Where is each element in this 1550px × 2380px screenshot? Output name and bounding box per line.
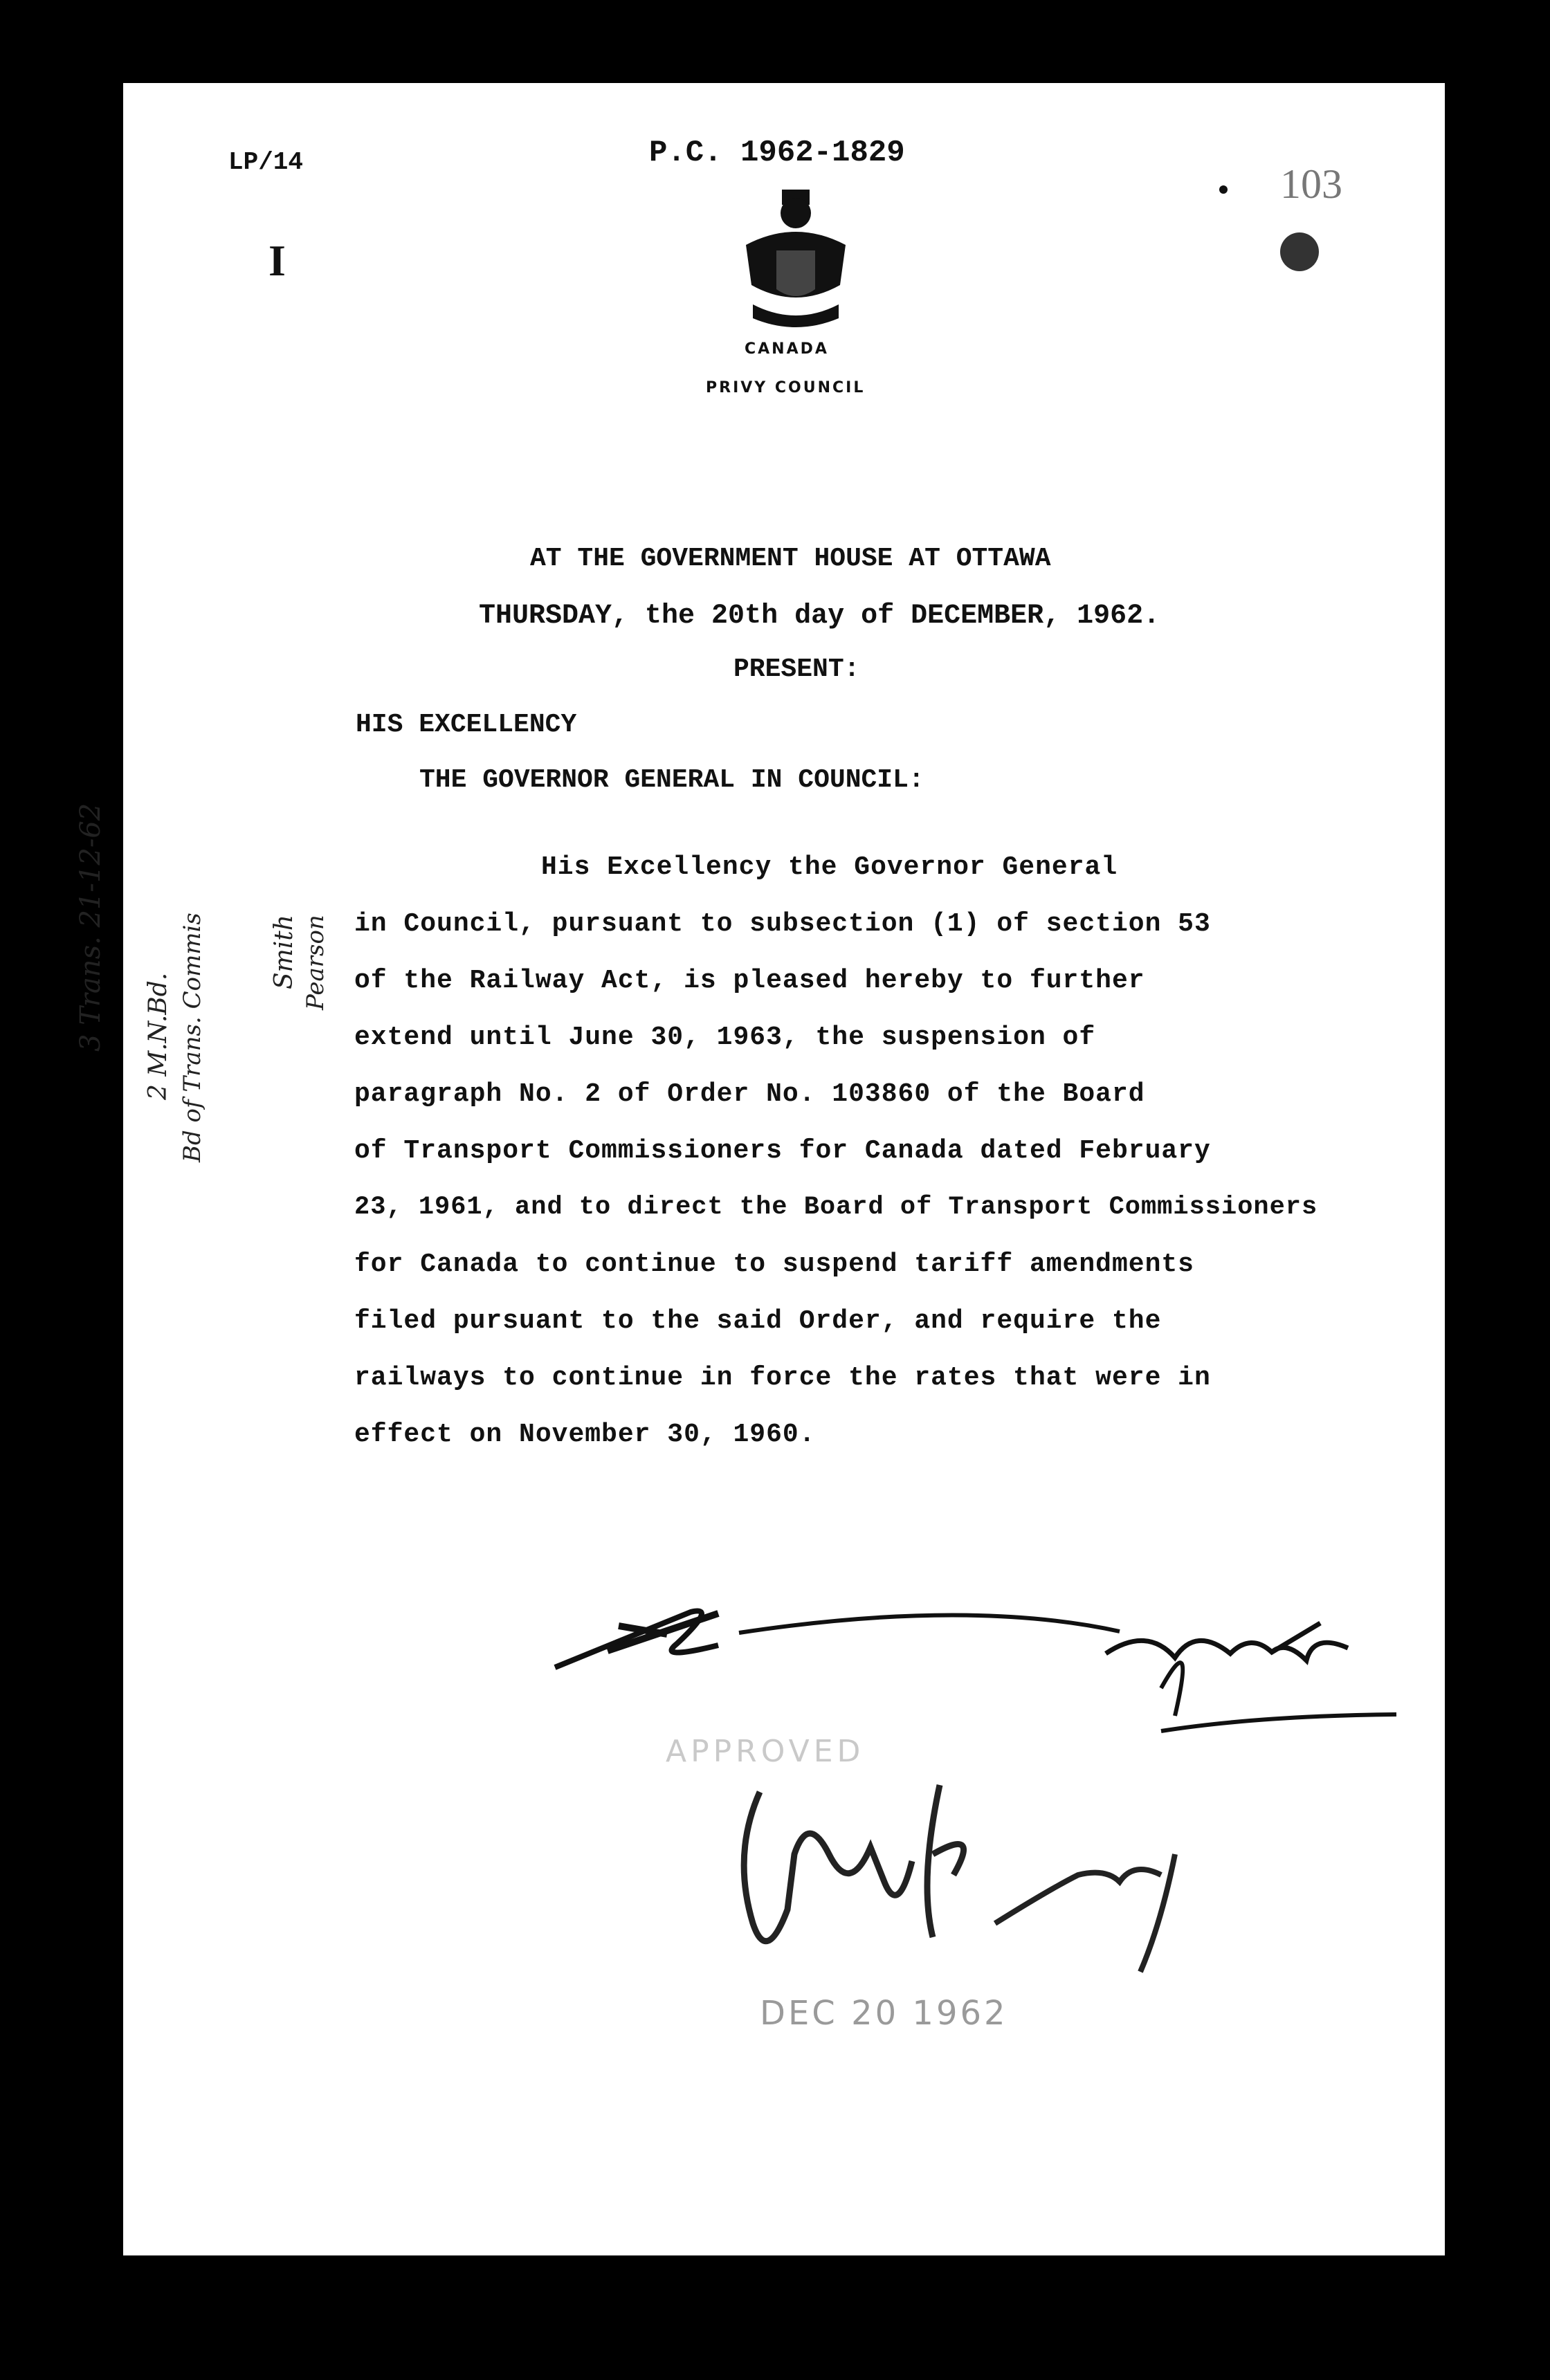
- ink-dot: [1219, 185, 1228, 194]
- document-page: [75, 83, 1445, 2255]
- margin-note: Smith: [270, 915, 298, 989]
- body-line: of Transport Commissioners for Canada dated February: [354, 1136, 1211, 1166]
- margin-note: 3 Trans. 21-12-62: [75, 803, 107, 1052]
- present-heading: PRESENT:: [733, 654, 860, 684]
- page-stamp-number: 103: [1280, 161, 1342, 207]
- coat-of-arms-icon: [736, 188, 855, 336]
- margin-note: Bd of Trans. Commis: [179, 913, 206, 1162]
- file-reference: LP/14: [228, 148, 304, 176]
- body-line: for Canada to continue to suspend tariff amendments: [354, 1250, 1194, 1279]
- signature-clerk: [552, 1488, 1466, 1750]
- body-line: railways to continue in force the rates that were in: [354, 1363, 1211, 1393]
- body-line: 23, 1961, and to direct the Board of Transport Commissioners: [354, 1193, 1318, 1222]
- country-label: CANADA: [745, 340, 829, 358]
- body-line: in Council, pursuant to subsection (1) of section 53: [354, 909, 1211, 939]
- addressee-line-1: HIS EXCELLENCY: [356, 710, 577, 740]
- addressee-line-2: THE GOVERNOR GENERAL IN COUNCIL:: [419, 765, 924, 795]
- location-heading: AT THE GOVERNMENT HOUSE AT OTTAWA: [530, 544, 1051, 574]
- date-stamp: DEC 20 1962: [760, 1994, 1008, 2033]
- signature-governor-general: [691, 1771, 1244, 1979]
- roman-numeral-mark: I: [268, 236, 286, 285]
- body-line: His Excellency the Governor General: [541, 852, 1118, 882]
- privy-council-label: PRIVY COUNCIL: [706, 379, 866, 396]
- date-heading: THURSDAY, the 20th day of DECEMBER, 1962.: [479, 601, 1160, 632]
- punch-hole-mark: [1280, 232, 1319, 271]
- body-line: effect on November 30, 1960.: [354, 1420, 816, 1449]
- body-line: paragraph No. 2 of Order No. 103860 of the Board: [354, 1079, 1145, 1109]
- margin-note: 2 M.N.Bd.: [144, 972, 172, 1100]
- approved-stamp: APPROVED: [666, 1734, 865, 1769]
- order-number: P.C. 1962-1829: [649, 136, 905, 170]
- body-line: of the Railway Act, is pleased hereby to further: [354, 966, 1145, 996]
- margin-note: Pearson: [302, 915, 329, 1010]
- body-line: extend until June 30, 1963, the suspension of: [354, 1023, 1096, 1052]
- body-line: filed pursuant to the said Order, and require the: [354, 1306, 1162, 1336]
